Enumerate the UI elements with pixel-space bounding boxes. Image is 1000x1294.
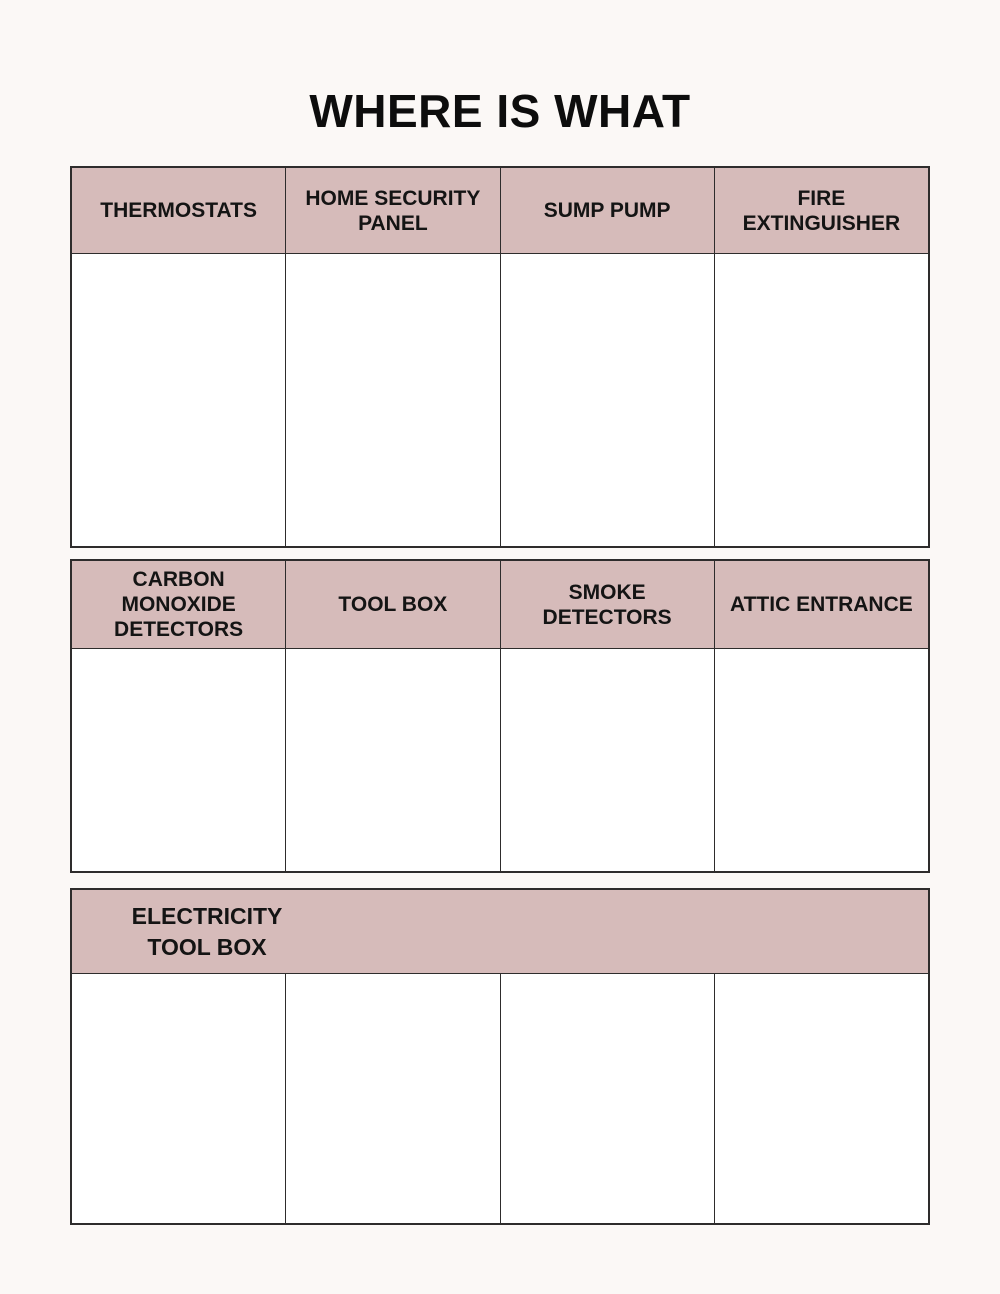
header-line: EXTINGUISHER [742,211,901,235]
header-line: DETECTORS [114,618,244,641]
column-header-tool-box [286,561,500,648]
table3-body-row [72,974,928,1223]
empty-cell-4 [715,974,928,1223]
header-line: DETECTORS [542,605,672,629]
empty-cell-smoke-detectors [501,649,715,871]
column-header-fire-extinguisher [715,168,928,253]
header-line: SUMP PUMP [543,199,671,222]
header-electricity-toolbox [72,901,342,963]
empty-cell-sump-pump [501,254,715,546]
table2-body-row [72,649,928,871]
header-line: FIRE [797,186,846,210]
page-title: WHERE IS WHAT [309,85,691,137]
column-header-home-security-panel [286,168,500,253]
empty-cell-3 [501,974,715,1223]
column-header-carbon-monoxide-detectors [72,561,286,648]
header-line: TOOL BOX [147,933,267,960]
table2-header-row [72,561,928,649]
empty-cell-tool-box [286,649,500,871]
header-line: TOOL BOX [338,593,448,616]
column-header-smoke-detectors [501,561,715,648]
column-header-thermostats [72,168,286,253]
header-line: SMOKE [568,580,646,604]
table1-header-row [72,168,928,254]
header-line: PANEL [358,211,428,235]
header-line: ATTIC ENTRANCE [729,593,913,616]
empty-cell-fire-extinguisher [715,254,928,546]
table-thermostats-security-sump-fire [70,166,930,548]
column-header-sump-pump [501,168,715,253]
header-line: HOME SECURITY [305,186,481,210]
header-line: MONOXIDE [121,593,236,616]
table-co-toolbox-smoke-attic [70,559,930,873]
empty-cell-thermostats [72,254,286,546]
table3-header-row [72,890,928,974]
empty-cell-1 [72,974,286,1223]
table1-body-row [72,254,928,546]
empty-cell-attic-entrance [715,649,928,871]
header-line: CARBON [132,568,225,591]
column-header-attic-entrance [715,561,928,648]
table-electricity-toolbox [70,888,930,1225]
empty-cell-home-security-panel [286,254,500,546]
empty-cell-2 [286,974,500,1223]
header-line: THERMOSTATS [100,199,257,222]
empty-cell-carbon-monoxide-detectors [72,649,286,871]
header-line: ELECTRICITY [131,902,283,929]
